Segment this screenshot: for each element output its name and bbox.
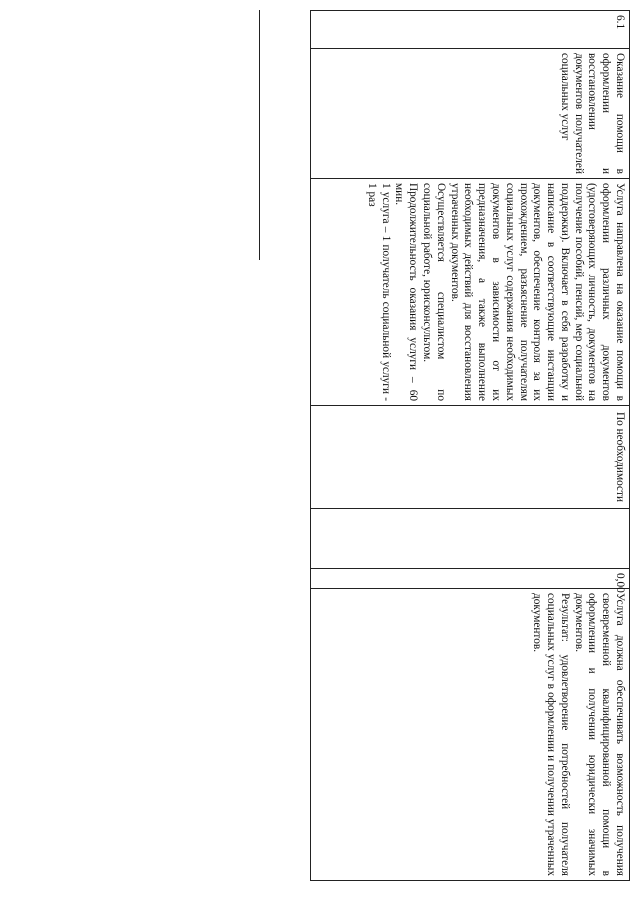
services-table (310, 10, 630, 881)
row-number: 6.1 (614, 15, 626, 30)
row-number-cell (311, 11, 630, 49)
quality-cell (311, 589, 630, 881)
quality-text: Услуга должна обеспечивать возможность получения своевременной квалифицированной помощи в оформлении и получении юридически значимых документов. (572, 593, 626, 876)
service-unit: 1 услуга – 1 получатель социальной услуги - 1 раз (365, 183, 392, 401)
service-name-cell (311, 49, 630, 179)
footnote-rule (259, 10, 260, 260)
norm-cell (311, 569, 630, 593)
service-name: Оказание помощи в оформлении и восстановлении документов получателей социальных услуг (558, 53, 626, 174)
service-duration: Продолжительность оказания услуги – 60 мин. (393, 183, 420, 401)
description-cell (311, 179, 630, 406)
norm-value: 0,00 (614, 573, 626, 593)
periodicity: По необходимости (614, 411, 626, 503)
empty-cell (311, 509, 630, 569)
table-row (311, 11, 630, 881)
service-description: Услуга направлена на оказание помощи в оформлении различных документов (удостоверяющих личность, документов на получение пособий, пенсий, мер социальной поддержки). Включает в себя разработку и написание в соответствующие инстанции документов, обеспечение контроля за их прохождением, разъяснение получателям социальных услуг содержания необходимых документов в зависимости от их предназначения, а также выполнение необходимых действий для восстановления утраченных документов. (448, 183, 626, 401)
periodicity-cell (311, 406, 630, 509)
service-performer: Осуществляется специалистом по социальной работе, юрисконсультом. (421, 183, 447, 401)
result-text: Результат: удовлетворение потребностей получателя социальных услуг в оформлении и получении утраченных документов. (531, 593, 571, 876)
